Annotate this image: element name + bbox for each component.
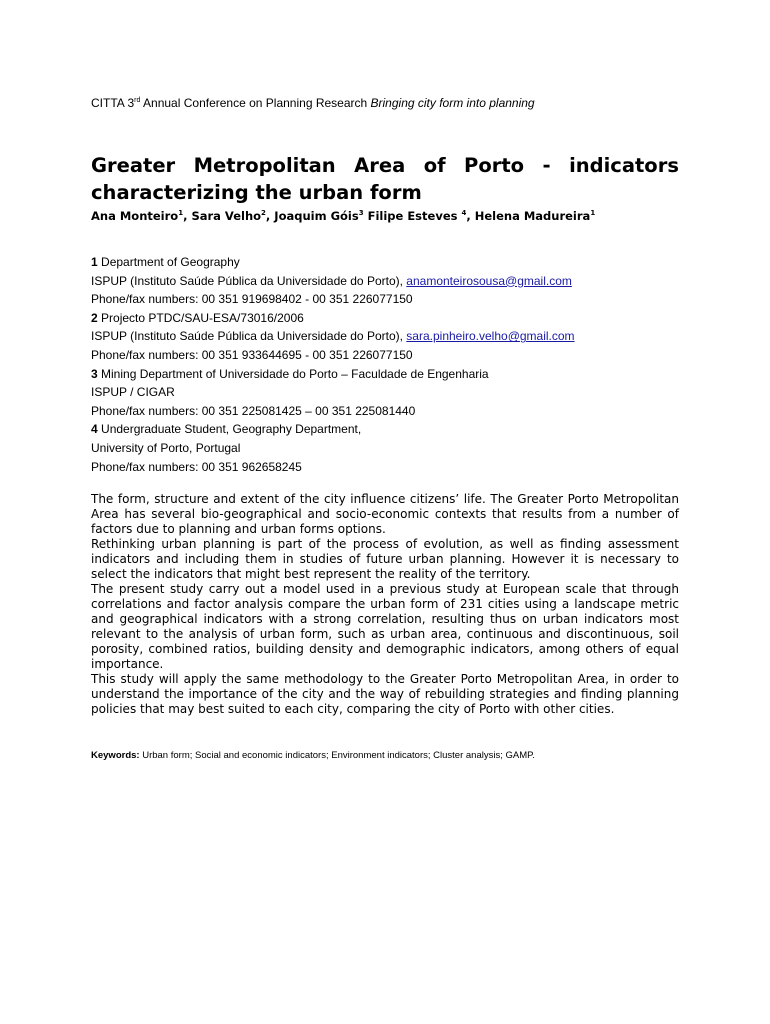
- abstract-paragraph: This study will apply the same methodology to the Greater Porto Metropolitan Area, in order to understand the importance of the city and the way of rebuilding strategies and finding planning policies that may best suited to each city, comparing the city of Porto with other cities.: [91, 672, 679, 716]
- author-separator: ,: [466, 209, 475, 223]
- author-name: Joaquim Góis: [274, 209, 359, 223]
- author-separator: ,: [265, 209, 275, 223]
- conference-theme: Bringing city form into planning: [370, 96, 535, 110]
- keywords-label: Keywords:: [91, 750, 140, 761]
- conference-header: CITTA 3rd Annual Conference on Planning Research Bringing city form into planning: [91, 96, 535, 110]
- affiliation-line: [91, 458, 691, 477]
- title-word: Area: [354, 154, 406, 177]
- title-word: indicators: [569, 154, 679, 177]
- abstract-paragraph: The form, structure and extent of the city influence citizens’ life. The Greater Porto Metropolitan Area has several bio-geographical and socio-economic contexts that results from a number of factors due to planning and urban forms options.: [91, 492, 679, 536]
- author-affiliation-mark: 4: [461, 209, 467, 217]
- affiliation-number: 4: [91, 422, 98, 437]
- email-link[interactable]: anamonteirosousa@gmail.com: [406, 273, 572, 288]
- affiliation-line: [91, 309, 691, 328]
- author-affiliation-mark: 1: [178, 209, 184, 217]
- title-word: Greater: [91, 154, 176, 177]
- keywords: [91, 750, 691, 762]
- title-word: of: [423, 154, 446, 177]
- affiliation-line: [91, 420, 691, 439]
- author-separator: ,: [183, 209, 192, 223]
- affiliation-line: [91, 383, 691, 402]
- affiliation-text: ISPUP (Instituto Saúde Pública da Universidade do Porto),: [91, 273, 407, 288]
- author-affiliation-mark: 2: [261, 209, 266, 217]
- affiliation-line: [91, 346, 691, 365]
- title-word: -: [542, 154, 551, 177]
- affiliation-text: Phone/fax numbers: 00 351 962658245: [91, 459, 302, 474]
- affiliation-text: ISPUP / CIGAR: [91, 385, 175, 400]
- author-list: [91, 208, 691, 224]
- affiliation-number: 2: [91, 310, 98, 325]
- affiliation-text: Phone/fax numbers: 00 351 919698402 - 00 351 226077150: [91, 292, 413, 307]
- affiliation-text: ISPUP (Instituto Saúde Pública da Universidade do Porto),: [91, 329, 407, 344]
- author-affiliation-mark: 3: [358, 209, 364, 217]
- affiliation-text: Projecto PTDC/SAU-ESA/73016/2006: [97, 310, 304, 325]
- affiliation-text: University of Porto, Portugal: [91, 440, 241, 455]
- affiliation-line: [91, 365, 691, 384]
- author-name: Sara Velho: [191, 209, 262, 223]
- title-line-1: [91, 152, 679, 179]
- affiliation-text: Undergraduate Student, Geography Department,: [97, 422, 362, 437]
- abstract-paragraph: Rethinking urban planning is part of the process of evolution, as well as finding assessment indicators and including them in studies of future urban planning. However it is necessary to select the indicators that might best represent the reality of the territory.: [91, 537, 679, 581]
- title-word: Metropolitan: [193, 154, 336, 177]
- affiliation-text: Department of Geography: [97, 255, 240, 269]
- affiliation-line: [91, 439, 691, 458]
- title-word: Porto: [464, 154, 525, 177]
- affiliation-line: [91, 253, 691, 272]
- affiliations: [91, 253, 691, 476]
- email-link[interactable]: sara.pinheiro.velho@gmail.com: [406, 329, 575, 344]
- author-affiliation-mark: 1: [590, 209, 596, 217]
- abstract: [91, 492, 679, 717]
- author-name: Helena Madureira: [474, 209, 591, 223]
- abstract-paragraph: The present study carry out a model used in a previous study at European scale that through correlations and factor analysis compare the urban form of 231 cities using a landscape metric and geographical indicators with a strong correlation, resulting thus on urban indicators most relevant to the analysis of urban form, such as urban area, continuous and discontinuous, soil porosity, combined ratios, building density and demographic indicators, among others of equal importance.: [91, 582, 679, 671]
- author-name: Ana Monteiro: [91, 209, 179, 223]
- paper-title: [91, 152, 679, 206]
- author-name: Filipe Esteves: [367, 209, 462, 223]
- affiliation-line: [91, 402, 691, 421]
- affiliation-line: [91, 327, 691, 346]
- affiliation-number: 3: [91, 366, 98, 381]
- keywords-text: Urban form; Social and economic indicators; Environment indicators; Cluster analysis; GAMP.: [139, 750, 535, 761]
- affiliation-text: Phone/fax numbers: 00 351 225081425 – 00 351 225081440: [91, 403, 416, 418]
- affiliation-text: Mining Department of Universidade do Porto – Faculdade de Engenharia: [97, 366, 489, 381]
- title-line-2: characterizing the urban form: [91, 181, 422, 204]
- affiliation-line: [91, 290, 691, 309]
- affiliation-number: 1: [91, 255, 98, 269]
- affiliation-line: [91, 272, 691, 291]
- affiliation-text: Phone/fax numbers: 00 351 933644695 - 00 351 226077150: [91, 347, 413, 362]
